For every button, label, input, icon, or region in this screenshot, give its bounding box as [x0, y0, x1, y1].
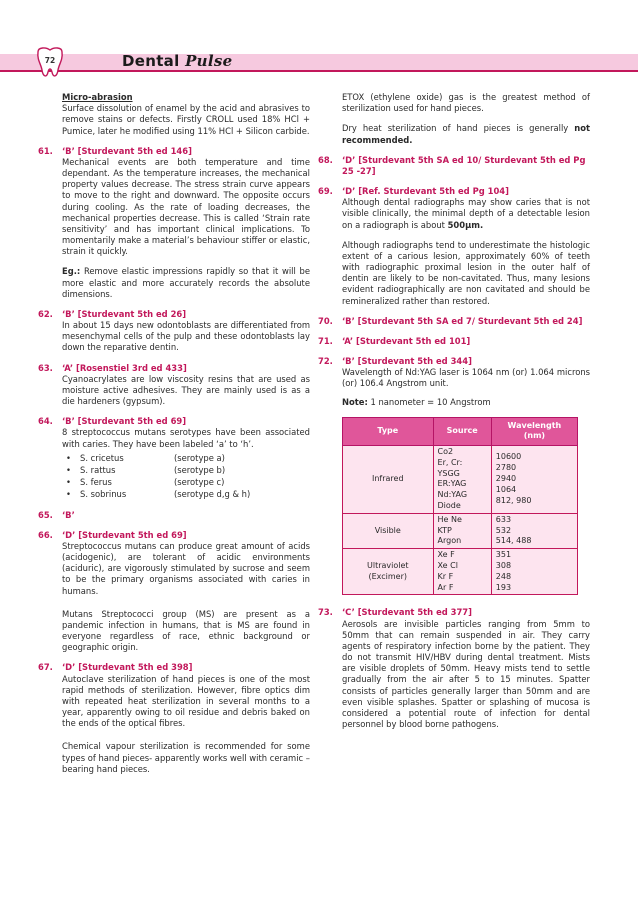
answer-72 [318, 356, 590, 408]
wavelength: 1064 [495, 484, 517, 494]
bullet: • [66, 452, 71, 463]
answer-text-2: Chemical vapour sterilization is recommended for some types of hand pieces- apparently works well with ceramic – bearing hand pieces. [62, 741, 310, 774]
source: Co2 [437, 447, 454, 457]
answer-text: Cyanoacrylates are low viscosity resins that are used as moisture active adhesives. They are mainly used is as a die hardeners (gypsum). [62, 373, 310, 407]
answer-66 [38, 530, 310, 654]
bullet: • [66, 477, 71, 488]
table-cell-sources [433, 513, 491, 548]
table-cell-type: Infrared [343, 446, 434, 514]
answer-67 [38, 662, 310, 775]
answer-reference: ‘B’ [Sturdevant 5th ed 26] [62, 308, 187, 319]
micro-abrasion-section [38, 92, 310, 137]
answer-reference: ‘B’ [Sturdevant 5th ed 344] [342, 356, 472, 367]
answer-number: 69. [318, 186, 333, 197]
wavelength: 248 [495, 571, 512, 581]
answer-number: 65. [38, 509, 53, 520]
laser-wavelength-table [342, 417, 578, 596]
answer-61 [38, 146, 310, 300]
micro-abrasion-title: Micro-abrasion [62, 92, 133, 102]
wavelength: 2780 [495, 463, 517, 473]
answer-reference: ‘C’ [Sturdevant 5th ed 377] [342, 607, 472, 618]
wavelength: 193 [495, 582, 512, 592]
brand-script: Pulse [185, 52, 233, 70]
answer-number: 68. [318, 154, 333, 165]
source: Nd:YAG [437, 490, 468, 500]
answer-text: Wavelength of Nd:YAG laser is 1064 nm (or) 1.064 microns (or) 106.4 Angstrom unit. [342, 367, 590, 389]
example-text: Remove elastic impressions rapidly so that it will be more elastic and more accurately records the absolute dimensions. [62, 266, 310, 299]
wavelength: 532 [495, 525, 512, 535]
answer-73 [318, 607, 590, 730]
wavelength: 2940 [495, 474, 517, 484]
wavelength: 308 [495, 561, 512, 570]
wavelength: 10600 [495, 452, 522, 462]
etox-paragraph: ETOX (ethylene oxide) gas is the greatest method of sterilization used for hand pieces. [342, 92, 590, 114]
source: Er, Cr: YSGG [437, 457, 463, 478]
answer-71 [318, 336, 590, 347]
source: He Ne [437, 514, 462, 524]
answer-text-part: Although dental radiographs may show caries that is not visible clinically, the minimal depth of a detectable lesion on a radiograph is about [342, 197, 590, 230]
table-cell-type: Visible [343, 513, 434, 548]
table-cell-sources [433, 549, 491, 595]
answer-number: 64. [38, 416, 53, 427]
table-cell-wavelengths [491, 513, 577, 548]
answer-text: Aerosols are invisible particles ranging from 5mm to 50mm that can remain suspended in air. They carry agents of respiratory infection borne by the patient. They do not transmit HIV/HBV during dental treatment. Mists are visible droplets of 50mm. Heavy mists tend to settle gradually from the air after 5 to 15 minutes. Spatter consists of particles generally larger than 50mm and are even visible splashes. Spatter or splashing of mucosa is considered a potential route of infection for dental personnel by blood borne pathogens. [342, 618, 590, 730]
list-item [62, 476, 310, 488]
note-text: 1 nanometer = 10 Angstrom [367, 396, 491, 407]
answer-reference: ‘D’ [Sturdevant 5th ed 69] [62, 529, 187, 540]
serotype: (serotype d,g & h) [174, 489, 251, 500]
serotype: (serotype a) [174, 452, 225, 463]
list-item [62, 464, 310, 476]
source: KTP [437, 525, 452, 535]
source: Xe Cl [437, 561, 458, 570]
answer-text-2: Mutans Streptococci group (MS) are present as a pandemic infection in humans, that is MS are found in everyone regardless of race, ethnic background or geographic origin. [62, 608, 310, 653]
answer-reference: ‘D’ [Sturdevant 5th SA ed 10/ Sturdevant 5th ed Pg 25 -27] [342, 154, 586, 176]
table-header-row [343, 417, 578, 445]
answer-text-2: Although radiographs tend to underestimate the histologic extent of a carious lesion, approximately 60% of teeth with radiographic proximal lesion in the outer half of dentin are likely to be non-cavitated. Thus, many lesions evident radiographically are non cavitated and should be remineralized rather than restored. [342, 239, 590, 306]
dry-heat-paragraph [318, 123, 590, 145]
wavelength: 812, 980 [495, 495, 532, 505]
answer-63 [38, 363, 310, 408]
table-cell-wavelengths [491, 549, 577, 595]
example-label: Eg.: [62, 266, 81, 277]
answer-text-bold: 500µm. [447, 219, 484, 230]
wavelength: 633 [495, 514, 512, 524]
species: S. ferus [80, 477, 112, 488]
answer-70 [318, 316, 590, 327]
answer-reference: ‘B’ [Sturdevant 5th ed 69] [62, 416, 187, 427]
source: Xe F [437, 550, 455, 560]
table-cell-sources [433, 446, 491, 514]
serotype: (serotype b) [174, 465, 226, 475]
source: Diode [437, 501, 461, 511]
page-number: 72 [44, 56, 56, 65]
list-item [62, 488, 310, 500]
answer-text [342, 197, 590, 231]
answer-text: 8 streptococcus mutans serotypes have been associated with caries. They have been labeled ‘a’ to ‘h’. [62, 427, 310, 449]
answer-text: Mechanical events are both temperature and time dependant. As the temperature increases, the mechanical property values decrease. The stress strain curve appears to move to the right and downward. The opposite occurs during cooling. As the rate of loading decreases, the mechanical properties decrease. This is called ‘Strain rate sensitivity’ and has important clinical implications. To momentarily make a material’s behaviour stiffer or elastic, strain it quickly. [62, 156, 310, 257]
answer-number: 67. [38, 662, 53, 673]
table-row [343, 549, 578, 595]
answer-reference: ‘A’ [Sturdevant 5th ed 101] [342, 335, 471, 346]
species: S. sobrinus [80, 489, 127, 500]
answer-number: 62. [38, 308, 53, 319]
answer-example [62, 266, 310, 300]
micro-abrasion-text: Surface dissolution of enamel by the acid and abrasives to remove stains or defects. Firstly CROLL used 18% HCl + Pumice, later he modified using 11% HCl + Silicon carbide. [62, 103, 310, 136]
species: S. cricetus [80, 452, 124, 463]
source: ER:YAG [437, 479, 467, 489]
answer-number: 61. [38, 145, 53, 156]
answer-69 [318, 186, 590, 307]
table-header-cell: Type [343, 417, 434, 445]
brand-main: Dental [122, 52, 180, 70]
answer-62 [38, 309, 310, 354]
answer-reference: ‘A’ [Rosenstiel 3rd ed 433] [62, 362, 187, 373]
table-row [343, 446, 578, 514]
answer-text: Autoclave sterilization of hand pieces is one of the most rapid methods of sterilization. However, fibre optics dim with repeated heat sterilization in several months to a year, apparently owing to oil residue and debris baked on the ends of the optical fibres. [62, 673, 310, 729]
wavelength: 514, 488 [495, 536, 532, 546]
answer-number: 66. [38, 529, 53, 540]
table-row [343, 513, 578, 548]
bullet: • [66, 489, 71, 500]
answer-reference: ‘B’ [Sturdevant 5th ed 146] [62, 145, 192, 156]
header-band [0, 54, 638, 72]
answer-text: Streptococcus mutans can produce great amount of acids (acidogenic), are tolerant of acidic environments (aciduric), are vigorously stimulated by sucrose and seem to be the primary organisms associated with caries in humans. [62, 540, 310, 596]
answer-number: 73. [318, 607, 333, 618]
source: Ar F [437, 582, 454, 592]
table-header-cell: Source [433, 417, 491, 445]
table-header-cell: Wavelength (nm) [491, 417, 577, 445]
species: S. rattus [80, 465, 116, 475]
right-column [318, 92, 590, 739]
answer-65 [38, 510, 310, 521]
answer-number: 70. [318, 315, 333, 326]
dry-heat-bold: not recommended. [342, 123, 590, 145]
answer-number: 72. [318, 356, 333, 367]
answer-number: 63. [38, 362, 53, 373]
dry-heat-text: Dry heat sterilization of hand pieces is generally [342, 123, 575, 134]
answer-reference: ‘B’ [Sturdevant 5th SA ed 7/ Sturdevant 5th ed 24] [342, 315, 583, 326]
answer-reference: ‘D’ [Sturdevant 5th ed 398] [62, 662, 193, 673]
source: Kr F [437, 571, 454, 581]
table-cell-wavelengths [491, 446, 577, 514]
serotype-list [62, 452, 310, 501]
answer-68 [318, 155, 590, 177]
wavelength: 351 [495, 550, 512, 560]
brand-title [122, 52, 232, 72]
note [342, 397, 590, 408]
answer-reference: ‘B’ [62, 509, 75, 520]
answer-64 [38, 416, 310, 500]
bullet: • [66, 465, 71, 475]
list-item [62, 452, 310, 464]
left-column [38, 92, 310, 784]
serotype: (serotype c) [174, 477, 225, 488]
page-header [0, 46, 638, 78]
source: Argon [437, 536, 462, 546]
table-cell-type: Ultraviolet (Excimer) [343, 549, 434, 595]
answer-text: In about 15 days new odontoblasts are differentiated from mesenchymal cells of the pulp and these odontoblasts lay down the reparative dentin. [62, 320, 310, 353]
answer-reference: ‘D’ [Ref. Sturdevant 5th ed Pg 104] [342, 186, 509, 197]
answer-number: 71. [318, 335, 333, 346]
note-label: Note: [342, 396, 368, 407]
